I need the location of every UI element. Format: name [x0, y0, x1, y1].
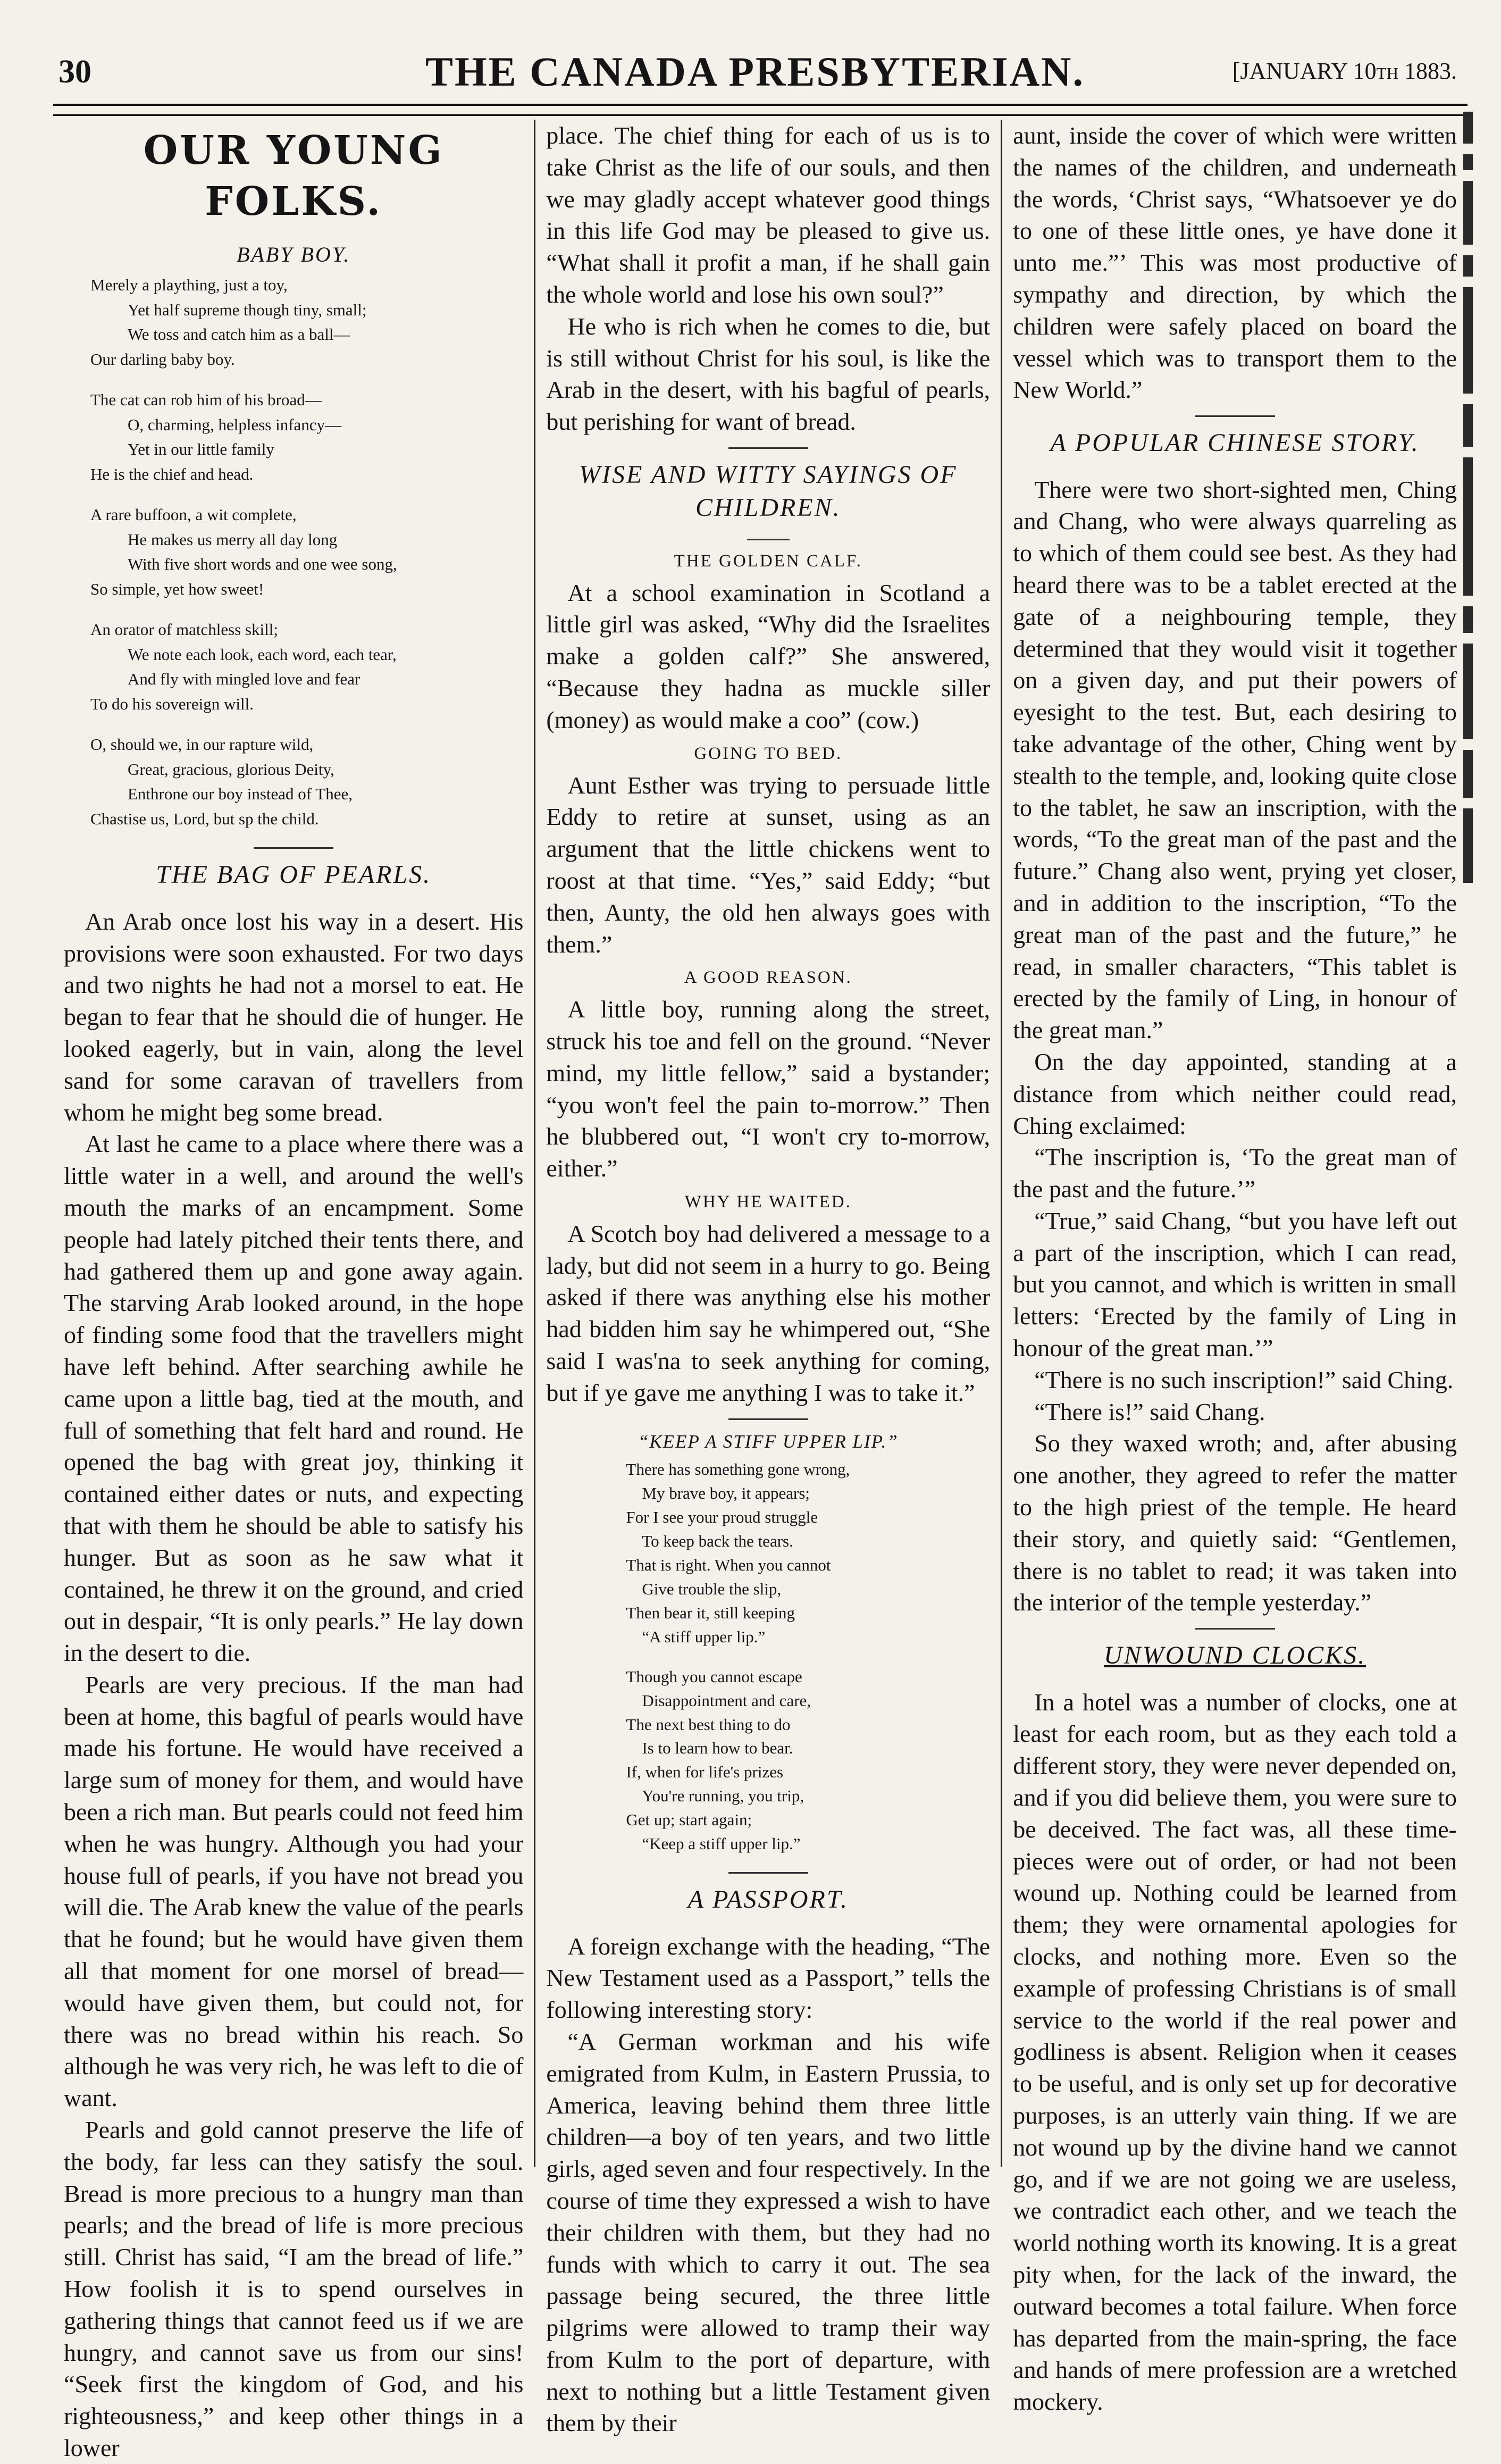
story-paragraph: Pearls are very precious. If the man had been at home, this bagful of pearls would have made his fortune. He would have received a large sum of money for them, and would have been a rich man. But pearls could not feed him when he was hungry. Although you had your house full of pearls, if you have not bread you will die. The Arab knew the value of the pearls that he found; but he would have given them all that moment for one morsel of bread—would have given them, but could not, for there was no bread within his reach. So although he was very rich, he was left to die of want. [64, 1670, 524, 2112]
poem-stanza [90, 273, 523, 372]
issue-date: [JANUARY 10th 1883. [1232, 58, 1457, 84]
poem-stanza [626, 1458, 990, 1649]
poem-baby-boy [90, 273, 523, 831]
poem-line: Enthrone our boy instead of Thee, [128, 784, 353, 804]
story-paragraph: At last he came to a place where there was a little water in a well, and around the well's mouth the marks of an encampment. Some people had lately pitched their tents there, and had gathered them up and gone away again. The starving Arab looked around, in the hope of finding some food that the travellers might have left behind. After searching awhile he came upon a little bag, tied at the mouth, and full of something that felt hard and round. He opened the bag with great joy, thinking it contained either dates or nuts, and expecting that with them he should be able to satisfy his hunger. But as soon as he saw what it contained, he threw it on the ground, and cried out in despair, “It is only pearls.” He lay down in the desert to die. [64, 1130, 524, 1667]
poem-line: Chastise us, Lord, but sp the child. [90, 809, 319, 828]
poem-stanza [90, 732, 523, 831]
poem-line: He makes us merry all day long [128, 530, 338, 549]
poem-line: My brave boy, it appears; [642, 1484, 810, 1503]
poem-line: We note each look, each word, each tear, [128, 645, 397, 664]
newspaper-page [32, 48, 1478, 2462]
poem-line: There has something gone wrong, [626, 1460, 850, 1479]
scan-edge-marks [1457, 112, 1478, 1867]
story-title: THE BAG OF PEARLS. [156, 861, 432, 889]
poem-line: Get up; start again; [626, 1810, 752, 1830]
chinese-story-paragraph: “There is no such inscription!” said Ching. [1034, 1366, 1454, 1393]
poem-line: Yet in our little family [128, 440, 274, 459]
passport-title: A PASSPORT. [687, 1885, 849, 1914]
poem-line: “Keep a stiff upper lip.” [642, 1834, 801, 1853]
edge-mark [1463, 808, 1473, 883]
sayings-title: WISE AND WITTY SAYINGS OF CHILDREN. [579, 460, 958, 522]
edge-mark [1463, 404, 1473, 447]
saying-title: THE GOLDEN CALF. [674, 551, 862, 571]
page-header [32, 48, 1478, 106]
story-paragraph: An Arab once lost his way in a desert. His provisions were soon exhausted. For two days and two nights he had not a morsel to eat. He began to fear that he should die of hunger. He looked eagerly, but in vain, along the level sand for some caravan of travellers from whom he might beg some bread. [64, 907, 524, 1126]
poem-stiff-upper-lip [626, 1458, 990, 1856]
edge-mark [1463, 112, 1473, 144]
saying-text: At a school examination in Scotland a little girl was asked, “Why did the Israelites make a golden calf?” She answered, “Because they hadna as muckle siller (money) as would make a coo” (cow.) [546, 579, 991, 733]
saying-text: Aunt Esther was trying to persuade little Eddy to retire at sunset, using as an argument that the little chickens went to roost at that time. “Yes,” said Eddy; “but then, Aunty, the old hen always goes with them.” [546, 771, 991, 958]
poem-line: So simple, yet how sweet! [90, 579, 264, 598]
poem-line: Disappointment and care, [642, 1691, 811, 1710]
edge-mark [1463, 750, 1473, 798]
chinese-story-paragraph: “There is!” said Chang. [1034, 1398, 1265, 1425]
chinese-story-paragraph: “True,” said Chang, “but you have left out a part of the inscription, which I can read, but you cannot, and which is written in small letters: ‘Erected by the family of Ling in honour of the great man.’” [1013, 1207, 1457, 1362]
poem-line: With five short words and one wee song, [128, 555, 397, 574]
poem-line: And fly with mingled love and fear [128, 670, 360, 689]
header-rule [53, 104, 1468, 116]
poem2-title: “KEEP A STIFF UPPER LIP.” [638, 1431, 899, 1452]
poem-stanza [90, 388, 523, 487]
poem-line: Then bear it, still keeping [626, 1603, 795, 1622]
saying-text: A little boy, running along the street, struck his toe and fell on the ground. “Never mind, my little fellow,” said a bystander; “you won't feel the pain to-morrow.” Then he blubbered out, “I won't cry to-morrow, either.” [546, 996, 991, 1182]
poem-stanza [626, 1665, 990, 1857]
poem-line: We toss and catch him as a ball— [128, 325, 350, 344]
section-divider [254, 847, 333, 849]
section-divider [747, 539, 790, 540]
edge-mark [1463, 154, 1473, 170]
passport-continued-paragraph: aunt, inside the cover of which were written the names of the children, and underneath the words, ‘Christ says, “Whatsoever ye do to one of these little ones, ye have done it unto me.”’ This was most productive of sympathy and direction, by which the children were safely placed on board the vessel which was to transport them to the New World.” [1013, 122, 1457, 404]
poem-line: The next best thing to do [626, 1715, 791, 1734]
poem-line: To do his sovereign will. [90, 694, 254, 713]
poem-line: Though you cannot escape [626, 1667, 802, 1686]
chinese-story-paragraph: “The inscription is, ‘To the great man of the past and the future.’” [1013, 1143, 1457, 1203]
poem-line: To keep back the tears. [642, 1531, 793, 1550]
section-divider [1195, 1628, 1275, 1630]
chinese-story-title: A POPULAR CHINESE STORY. [1050, 429, 1420, 457]
poem-stanza [90, 503, 523, 602]
edge-mark [1463, 287, 1473, 394]
saying-title: WHY HE WAITED. [684, 1192, 852, 1212]
poem-line: The cat can rob him of his broad— [90, 390, 322, 410]
edge-mark [1463, 255, 1473, 277]
masthead-title: THE CANADA PRESBYTERIAN. [425, 48, 1085, 95]
poem-line: O, charming, helpless infancy— [128, 415, 342, 434]
poem-line: You're running, you trip, [642, 1786, 804, 1806]
saying-title: GOING TO BED. [694, 744, 843, 763]
column-3 [1001, 120, 1468, 2416]
story-paragraph: Pearls and gold cannot preserve the life of the body, far less can they satisfy the soul. Bread is more precious to a hungry man than pearls; and the bread of life is more precious still. Christ has said, “I am the bread of life.” How foolish it is to spend ourselves in gathering things that cannot feed us if we are hungry, and cannot save us from our sins! “Seek first the kingdom of God, and his righteousness,” and keep other things in a lower [64, 2116, 524, 2462]
poem-line: Give trouble the slip, [642, 1579, 782, 1598]
poem-line: He is the chief and head. [90, 464, 254, 483]
columns [53, 120, 1468, 2462]
chinese-story-paragraph: On the day appointed, standing at a distance from which neither could read, Ching exclaimed: [1013, 1048, 1457, 1139]
poem-title: BABY BOY. [236, 243, 351, 267]
clocks-title: UNWOUND CLOCKS. [1104, 1641, 1366, 1670]
story-continued-paragraph: place. The chief thing for each of us is to take Christ as the life of our souls, and then we may gladly accept whatever good things in this life God may be pleased to give us. “What shall it profit a man, if he shall gain the whole world and lose his own soul?” [546, 122, 991, 308]
poem-line: That is right. When you cannot [626, 1555, 831, 1574]
passport-paragraph: “A German workman and his wife emigrated from Kulm, in Eastern Prussia, to America, leaving behind them three little children—a boy of ten years, and two little girls, aged seven and four respectively. In the course of time they expressed a wish to have their children with them, but they had no funds with which to carry it out. The sea passage being secured, the three little pilgrims were allowed to tramp their way from Kulm to the port of departure, with next to nothing but a little Testament given them by their [546, 2027, 991, 2437]
page-number: 30 [58, 54, 91, 90]
poem-line: Great, gracious, glorious Deity, [128, 759, 334, 779]
edge-mark [1463, 181, 1473, 245]
department-title: OUR YOUNG FOLKS. [143, 128, 444, 225]
section-divider [728, 447, 808, 449]
chinese-story-paragraph: There were two short-sighted men, Ching and Chang, who were always quarreling as to which of them could see best. As they had heard there was to be a tablet erected at the gate of a neighbouring temple, they determined that they would visit it together on a given day, and put their powers of eyesight to the test. But, each desiring to take advantage of the other, Ching went by stealth to the temple, and, looking quite close to the tablet, he saw an inscription, with the words, “To the great man of the past and the future.” Chang also went, prying yet closer, and in addition to the inscription, “To the great man of the past and the future,” he read, in smaller characters, “This tablet is erected by the family of Ling, in honour of the great man.” [1013, 475, 1457, 1044]
section-divider [728, 1872, 808, 1874]
poem-line: An orator of matchless skill; [90, 620, 278, 639]
poem-line: For I see your proud struggle [626, 1508, 818, 1527]
section-divider [1195, 415, 1275, 417]
passport-paragraph: A foreign exchange with the heading, “The New Testament used as a Passport,” tells the following interesting story: [546, 1932, 991, 2024]
edge-mark [1463, 644, 1473, 739]
column-2 [534, 120, 1001, 2437]
column-1 [53, 120, 534, 2462]
edge-mark [1463, 606, 1473, 633]
poem-line: If, when for life's prizes [626, 1763, 784, 1782]
story-continued-paragraph: He who is rich when he comes to die, but is still without Christ for his soul, is like the Arab in the desert, with his bagful of pearls, but perishing for want of bread. [546, 312, 991, 436]
saying-text: A Scotch boy had delivered a message to a lady, but did not seem in a hurry to go. Being asked if there was anything else his mother had bidden him say he whimpered out, “She said I was'na to seek anything for coming, but if ye gave me anything I was to take it.” [546, 1220, 991, 1406]
poem-line: Our darling baby boy. [90, 349, 235, 369]
poem-line: Yet half supreme though tiny, small; [128, 300, 367, 319]
poem-line: “A stiff upper lip.” [642, 1627, 766, 1646]
edge-mark [1463, 457, 1473, 596]
section-divider [728, 1418, 808, 1420]
poem-stanza [90, 617, 523, 716]
poem-line: Is to learn how to bear. [642, 1739, 793, 1758]
poem-line: Merely a plaything, just a toy, [90, 275, 288, 295]
poem-line: O, should we, in our rapture wild, [90, 735, 314, 754]
saying-title: A GOOD REASON. [684, 968, 852, 988]
poem-line: A rare buffoon, a wit complete, [90, 505, 297, 524]
chinese-story-paragraph: So they waxed wroth; and, after abusing one another, they agreed to refer the matter to the high priest of the temple. He heard their story, and quietly said: “Gentlemen, there is no tablet to read; it was taken into the interior of the temple yesterday.” [1013, 1430, 1457, 1616]
clocks-paragraph: In a hotel was a number of clocks, one at least for each room, but as they each told a different story, they were never depended on, and if you did believe them, you were sure to be deceived. The fact was, all these time-pieces were out of order, or had not been wound up. Nothing could be learned from them; they were ornamental apologies for clocks, and nothing more. Even so the example of professing Christians is of small service to the world if the real power and godliness is absent. Religion when it ceases to be useful, and is only set up for decorative purposes, is an utterly vain thing. If we are not wound up by the divine hand we cannot go, and if we are not going we are useless, we contradict each other, and we teach the world nothing worth its knowing. It is a great pity when, for the lack of the inward, the outward becomes a total failure. When force has departed from the main-spring, the face and hands of mere profession are a wretched mockery. [1013, 1688, 1457, 2416]
